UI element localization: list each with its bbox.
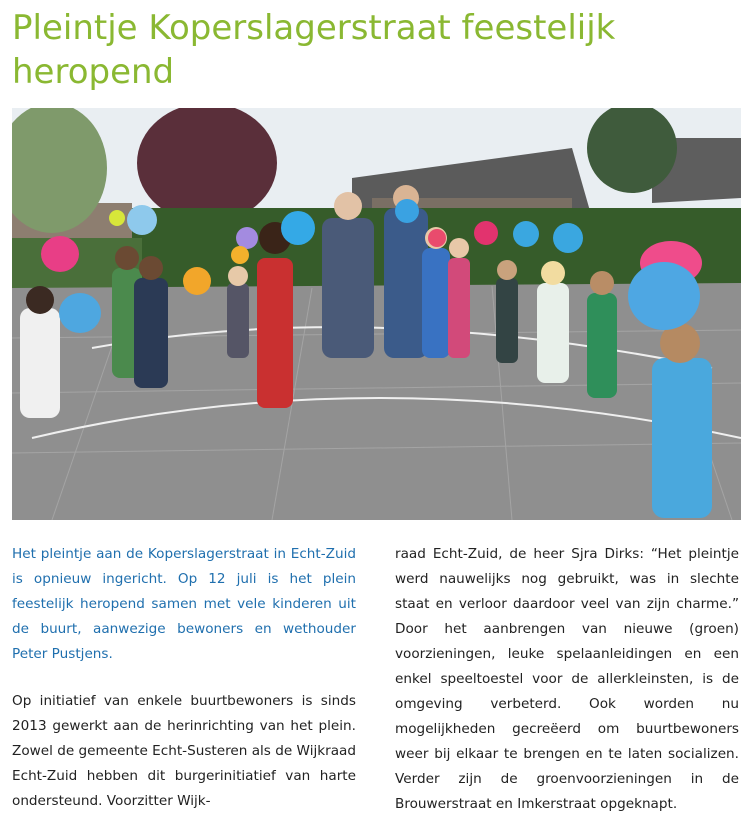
article-title: Pleintje Koperslagerstraat feestelijk heropend [12, 8, 616, 92]
article-lead: Het pleintje aan de Koperslagerstraat in Echt-Zuid is opnieuw ingericht. Op 12 juli is het plein feestelijk heropend samen met vele kinderen uit de buurt, aanwezige bewoners en wethouder Peter Pustjens. [12, 546, 356, 662]
article-photo [12, 108, 741, 520]
article-body-left: Op initiatief van enkele buurtbewoners is sinds 2013 gewerkt aan de herinrichting van het plein. Zowel de gemeente Echt-Susteren als de Wijkraad Echt-Zuid hebben dit burgerinitiatief van harte ondersteund. Voorzitter Wijk- [12, 693, 356, 809]
photo-children-balloons-illustration [12, 108, 741, 520]
article-body-right: raad Echt-Zuid, de heer Sjra Dirks: “Het pleintje werd nauwelijks nog gebruikt, was in slechte staat en verloor daardoor veel van zijn charme.” Door het aanbrengen van nieuwe (groen) voorzieningen, leuke spelaanleidingen en een enkel speeltoestel voor de allerkleinsten, is de omgeving verbeterd. Ook worden nu mogelijkheden gecreëerd om buurtbewoners weer bij elkaar te brengen en te laten socializen. Verder zijn de groenvoorzieningen in de Brouwerstraat en Imkerstraat opgeknapt. [395, 546, 739, 812]
article-column-right [395, 542, 739, 817]
article-column-left [12, 542, 356, 814]
